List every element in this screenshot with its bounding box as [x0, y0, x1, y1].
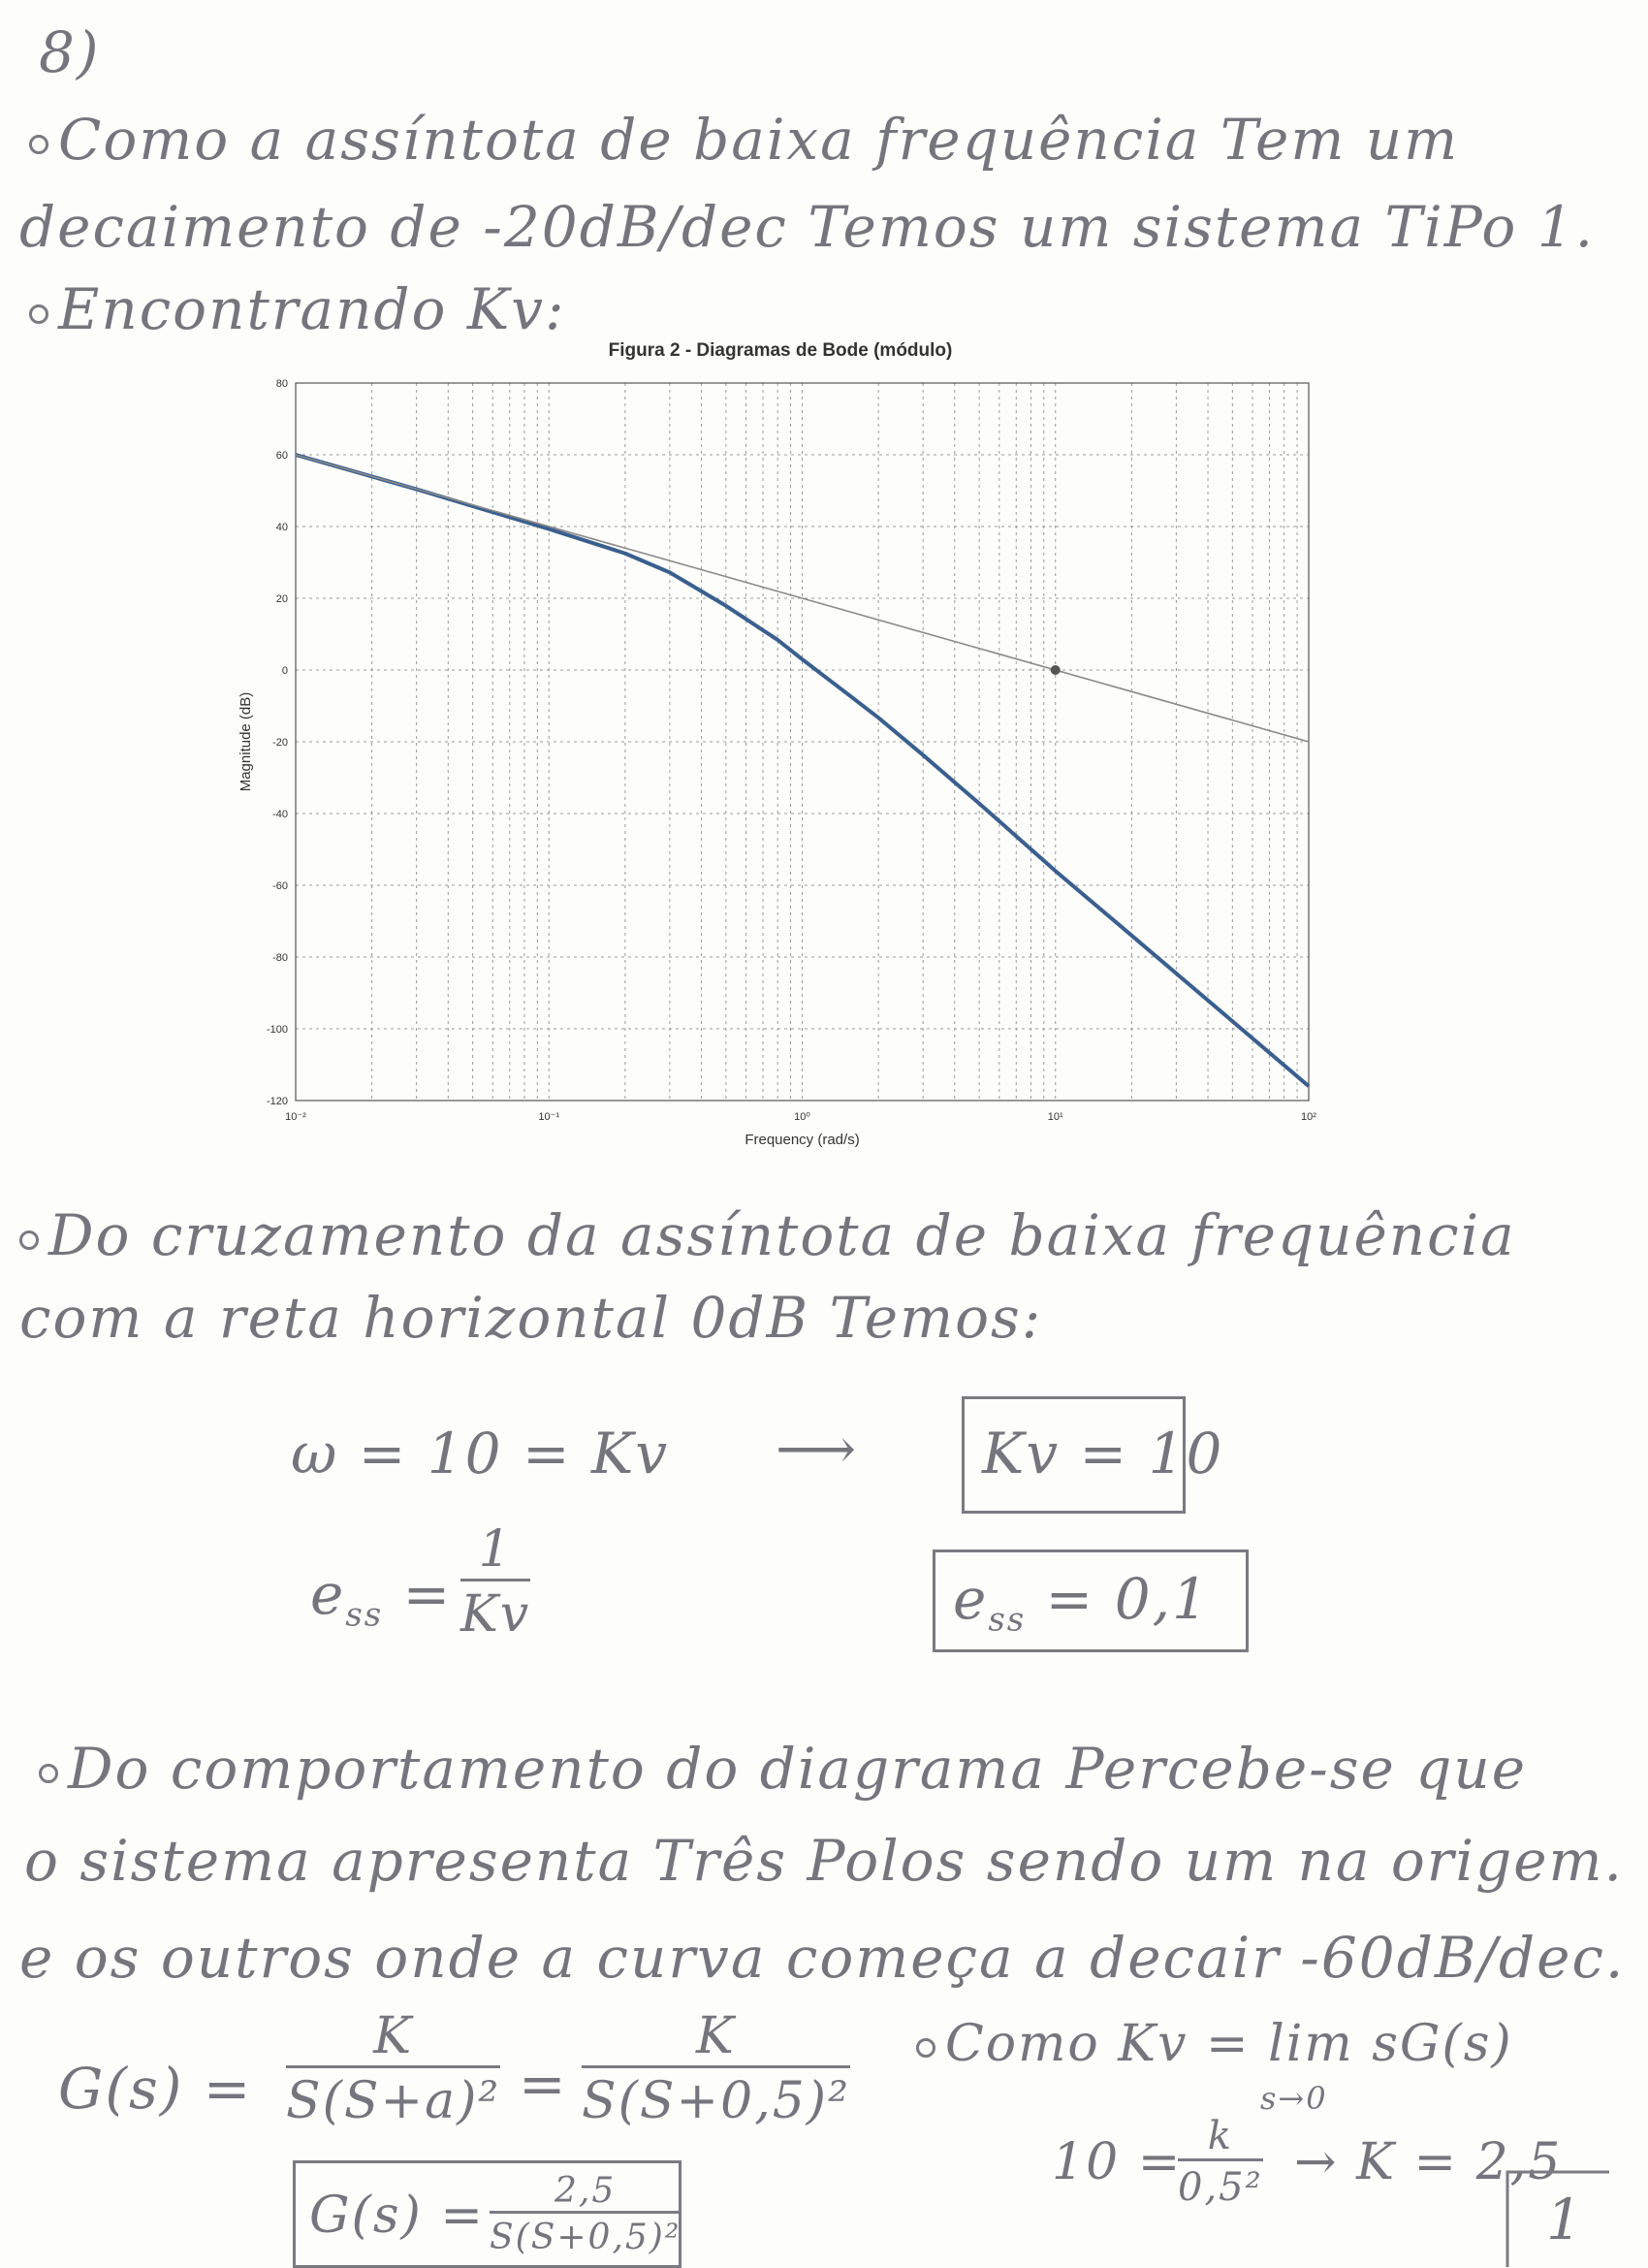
- y-tick-label: -100: [266, 1024, 288, 1036]
- y-tick-label: 40: [275, 522, 288, 533]
- x-axis-label: Frequency (rad/s): [745, 1132, 860, 1148]
- y-tick-label: 0: [281, 665, 288, 677]
- ess-formula: [310, 1561, 452, 1635]
- page-number: 1: [1546, 2187, 1584, 2252]
- y-tick-label: -60: [272, 880, 288, 892]
- final-g-numerator: 2,5: [490, 2171, 681, 2214]
- kv-result: Kv = 10: [982, 1421, 1224, 1486]
- y-tick-label: 20: [275, 593, 288, 605]
- y-tick-label: -20: [272, 737, 288, 749]
- eq-omega: ω = 10 = Kv: [291, 1421, 670, 1486]
- kv-calc-lhs: 10 =: [1052, 2133, 1183, 2191]
- y-tick-label: -80: [272, 952, 288, 964]
- text-line-1-content: Como a assíntota de baixa frequência Tem um: [58, 107, 1460, 173]
- text-para3-line1-content: Do comportamento do diagrama Percebe-se que: [68, 1736, 1528, 1802]
- crossing-point-marker: [1051, 665, 1061, 675]
- g-fraction-1: [286, 2007, 500, 2130]
- bullet-icon: [916, 2038, 935, 2058]
- text-para2-line1: [19, 1202, 1516, 1268]
- final-g-denominator: S(S+0,5)²: [490, 2218, 681, 2257]
- ess-result-subscript: ss: [988, 1600, 1027, 1640]
- text-para3-line1: [39, 1736, 1527, 1802]
- kv-calc-denominator: 0,5²: [1178, 2165, 1263, 2210]
- ess-result-value: = 0,1: [1045, 1566, 1210, 1632]
- x-tick-label: 10⁻²: [285, 1111, 306, 1123]
- g-numerator-2: K: [582, 2007, 850, 2068]
- como-kv-line: [916, 2015, 1513, 2073]
- bullet-icon: [29, 135, 48, 154]
- g-numerator-1: K: [286, 2007, 500, 2068]
- bullet-icon: [19, 1230, 39, 1250]
- final-g-fraction: [490, 2171, 681, 2257]
- text-para3-line3: e os outros onde a curva começa a decair -60dB/dec.: [19, 1925, 1626, 1991]
- g-denominator-2: S(S+0,5)²: [582, 2072, 850, 2130]
- y-axis-label: Magnitude (dB): [238, 691, 254, 792]
- text-para2-line2: com a reta horizontal 0dB Temos:: [19, 1285, 1043, 1351]
- final-g-box: [293, 2160, 681, 2268]
- kv-result-box: [962, 1396, 1224, 1514]
- y-tick-label: 60: [275, 450, 288, 462]
- g-denominator-1: S(S+a)²: [286, 2072, 501, 2130]
- g-fraction-2: [582, 2007, 850, 2130]
- g-equals: =: [519, 2051, 568, 2117]
- y-tick-label: 80: [275, 378, 288, 390]
- y-tick-labels: [267, 378, 288, 1107]
- x-tick-labels: [285, 1111, 1316, 1123]
- ess-symbol: e: [310, 1561, 346, 1627]
- chart-annotations: [1051, 665, 1061, 675]
- bode-magnitude-chart: [223, 335, 1333, 1154]
- ess-subscript: ss: [345, 1595, 384, 1635]
- ess-denominator: Kv: [460, 1585, 531, 1644]
- x-tick-label: 10⁰: [794, 1111, 810, 1123]
- text-para2-line1-content: Do cruzamento da assíntota de baixa frequência: [48, 1202, 1516, 1268]
- question-number: 8): [39, 19, 101, 85]
- text-para3-line2: o sistema apresenta Três Polos sendo um na origem.: [24, 1828, 1624, 1894]
- x-tick-label: 10¹: [1047, 1111, 1063, 1123]
- x-tick-label: 10⁻¹: [538, 1111, 560, 1123]
- x-tick-label: 10²: [1301, 1111, 1316, 1123]
- kv-calc-numerator: k: [1178, 2114, 1263, 2161]
- ess-fraction: [460, 1520, 530, 1644]
- ess-result-box: [933, 1549, 1249, 1652]
- text-line-1: [29, 107, 1459, 173]
- final-g-lhs: G(s) =: [309, 2187, 485, 2245]
- bullet-icon: [29, 304, 48, 324]
- y-tick-label: -120: [266, 1096, 288, 1107]
- ess-result-symbol: e: [953, 1566, 989, 1632]
- arrow-icon: ⟶: [776, 1416, 859, 1482]
- como-kv-text: Como Kv = lim sG(s): [945, 2015, 1513, 2073]
- ess-equals: =: [402, 1561, 453, 1627]
- text-line-2: decaimento de -20dB/dec Temos um sistema TiPo 1.: [19, 194, 1596, 260]
- chart-title: Figura 2 - Diagramas de Bode (módulo): [608, 340, 953, 361]
- g-lhs: G(s) =: [58, 2056, 253, 2122]
- limit-subscript: s→0: [1260, 2080, 1328, 2117]
- ess-numerator: 1: [460, 1520, 530, 1581]
- bullet-icon: [39, 1764, 58, 1783]
- text-line-3-content: Encontrando Kv:: [58, 276, 566, 342]
- kv-calc-rhs: → K = 2,5: [1294, 2133, 1563, 2191]
- y-tick-label: -40: [272, 809, 288, 820]
- text-line-3: [29, 276, 566, 342]
- kv-calc-fraction: [1178, 2114, 1263, 2210]
- chart-grid: [296, 383, 1309, 1101]
- ess-result: [953, 1566, 1210, 1640]
